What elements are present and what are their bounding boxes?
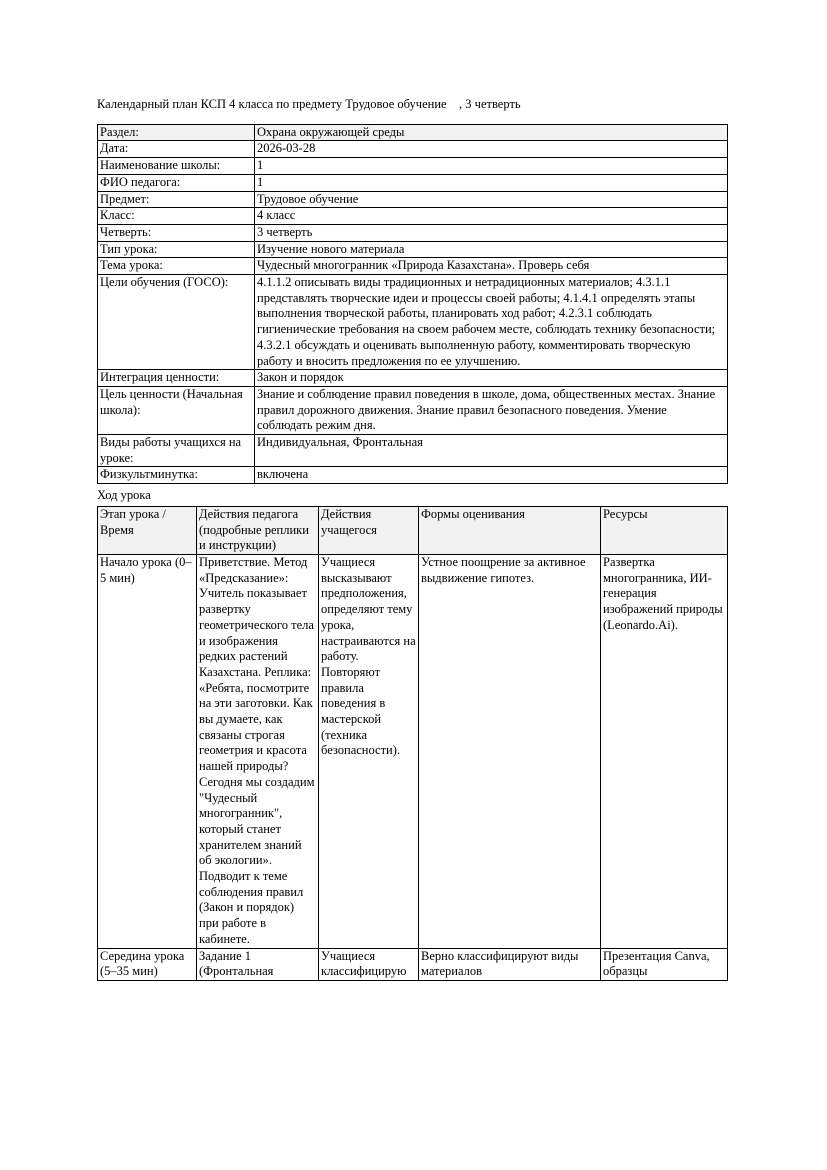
table-row: [98, 275, 728, 370]
info-value: 1: [255, 174, 728, 191]
table-row: [98, 435, 728, 467]
lesson-course-table: [97, 506, 728, 981]
teacher-actions-text: Задание 1 (Фронтальная: [199, 948, 274, 979]
info-value: Чудесный многогранник «Природа Казахстана». Проверь себя: [255, 258, 728, 275]
info-value: включена: [255, 467, 728, 484]
info-label: Четверть:: [98, 224, 255, 241]
table-row: [98, 158, 728, 175]
page-title: Календарный план КСП 4 класса по предмету Трудовое обучение , 3 четверть: [97, 97, 521, 111]
table-row-clipped: [98, 948, 728, 980]
info-label: Цели обучения (ГОСО):: [98, 275, 255, 370]
table-row: [98, 370, 728, 387]
resources-text: Презентация Canva, образцы: [603, 948, 710, 979]
header-stage: Этап урока / Время: [98, 506, 197, 554]
info-value: 4.1.1.2 описывать виды традиционных и нетрадиционных материалов; 4.3.1.1 представлять творческие идеи и процессы своей работы; 4.1.4.1 определять этапы выполнения творческой работы, планировать ход работ; 4.2.3.1 соблюдать гигиенические требования на своем рабочем месте, соблюдать технику безопасности; 4.3.2.1 обсуждать и оценивать выполненную работу, комментировать творческую работу и вносить предложения по ее улучшению.: [255, 275, 728, 370]
info-label: Виды работы учащихся на уроке:: [98, 435, 255, 467]
info-label: Физкультминутка:: [98, 467, 255, 484]
table-row: [98, 258, 728, 275]
table-row: [98, 124, 728, 141]
info-label: Цель ценности (Начальная школа):: [98, 386, 255, 434]
lesson-info-table: [97, 124, 728, 484]
table-header-row: [98, 506, 728, 554]
header-assessment: Формы оценивания: [419, 506, 601, 554]
info-value: 4 класс: [255, 208, 728, 225]
info-label: Дата:: [98, 141, 255, 158]
info-value: 3 четверть: [255, 224, 728, 241]
table-row: [98, 241, 728, 258]
table-row: [98, 191, 728, 208]
info-value: 1: [255, 158, 728, 175]
stage-cell: Начало урока (0–5 мин): [98, 554, 197, 948]
info-label: Тип урока:: [98, 241, 255, 258]
info-value: Индивидуальная, Фронтальная: [255, 435, 728, 467]
assessment-cell: Устное поощрение за активное выдвижение гипотез.: [419, 554, 601, 948]
info-label: Предмет:: [98, 191, 255, 208]
info-label: Наименование школы:: [98, 158, 255, 175]
info-value: Знание и соблюдение правил поведения в школе, дома, общественных местах. Знание правил дорожного движения. Знание правил безопасного поведения. Умение соблюдать режим дня.: [255, 386, 728, 434]
info-value: 2026-03-28: [255, 141, 728, 158]
section-heading-lesson-course: Ход урока: [97, 488, 151, 503]
table-row: [98, 208, 728, 225]
header-teacher-actions: Действия педагога (подробные реплики и инструкции): [197, 506, 319, 554]
header-resources: Ресурсы: [601, 506, 728, 554]
info-label: Раздел:: [98, 124, 255, 141]
student-actions-cell: [319, 948, 419, 980]
teacher-actions-cell: Приветствие. Метод «Предсказание»: Учитель показывает развертку геометрического тела и изображения редких растений Казахстана. Реплика: «Ребята, посмотрите на эти заготовки. Как вы думаете, как связаны строгая геометрия и красота нашей природы? Сегодня мы создадим "Чудесный многогранник", который станет хранителем знаний об экологии». Подводит к теме соблюдения правил (Закон и порядок) при работе в кабинете.: [197, 554, 319, 948]
info-label: Класс:: [98, 208, 255, 225]
table-row: [98, 554, 728, 948]
table-row: [98, 467, 728, 484]
resources-cell: [601, 948, 728, 980]
info-label: ФИО педагога:: [98, 174, 255, 191]
table-row: [98, 224, 728, 241]
assessment-cell: [419, 948, 601, 980]
info-label: Тема урока:: [98, 258, 255, 275]
info-value: Изучение нового материала: [255, 241, 728, 258]
stage-text: Середина урока (5–35 мин): [100, 948, 185, 979]
resources-cell: Развертка многогранника, ИИ-генерация изображений природы (Leonardo.Ai).: [601, 554, 728, 948]
assessment-text: Верно классифицируют виды материалов: [421, 948, 579, 979]
info-value: Закон и порядок: [255, 370, 728, 387]
header-student-actions: Действия учащегося: [319, 506, 419, 554]
stage-cell: [98, 948, 197, 980]
info-label: Интеграция ценности:: [98, 370, 255, 387]
table-row: [98, 174, 728, 191]
student-actions-text: Учащиеся классифицирую: [321, 948, 407, 979]
info-value: Охрана окружающей среды: [255, 124, 728, 141]
document-content: [97, 97, 727, 981]
table-row: [98, 141, 728, 158]
student-actions-cell: Учащиеся высказывают предположения, определяют тему урока, настраиваются на работу. Повторяют правила поведения в мастерской (техника безопасности).: [319, 554, 419, 948]
teacher-actions-cell: [197, 948, 319, 980]
table-row: [98, 386, 728, 434]
info-value: Трудовое обучение: [255, 191, 728, 208]
